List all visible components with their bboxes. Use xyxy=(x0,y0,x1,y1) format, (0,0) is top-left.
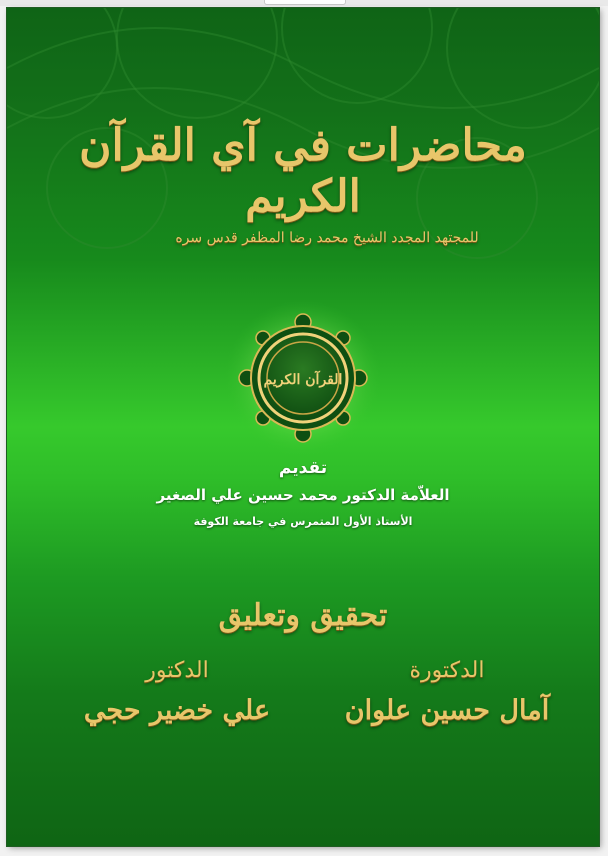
quran-emblem-icon xyxy=(223,298,383,458)
editor-title: الدكتورة xyxy=(409,658,485,683)
editor-male xyxy=(67,658,287,726)
author-line: للمجتهد المجدد الشيخ محمد رضا المظفر قدس سره xyxy=(175,230,479,246)
intro-name: العلاّمة الدكتور محمد حسين علي الصغير xyxy=(156,486,450,504)
editor-female xyxy=(337,658,557,726)
viewer-top-bar xyxy=(0,0,608,6)
viewer-tab[interactable] xyxy=(264,0,346,5)
emblem-text: القرآن الكريم xyxy=(263,372,343,388)
editor-name: آمال حسين علوان xyxy=(344,695,550,726)
intro-heading: تقديم xyxy=(278,458,328,478)
editor-name: علي خضير حجي xyxy=(83,695,271,726)
intro-role: الأستاذ الأول المتمرس في جامعة الكوفة xyxy=(193,515,413,528)
editor-title: الدكتور xyxy=(145,658,209,683)
edit-heading: تحقيق وتعليق xyxy=(218,598,388,633)
book-cover xyxy=(7,8,599,846)
book-title: محاضرات في آي القرآن الكريم xyxy=(79,120,527,222)
